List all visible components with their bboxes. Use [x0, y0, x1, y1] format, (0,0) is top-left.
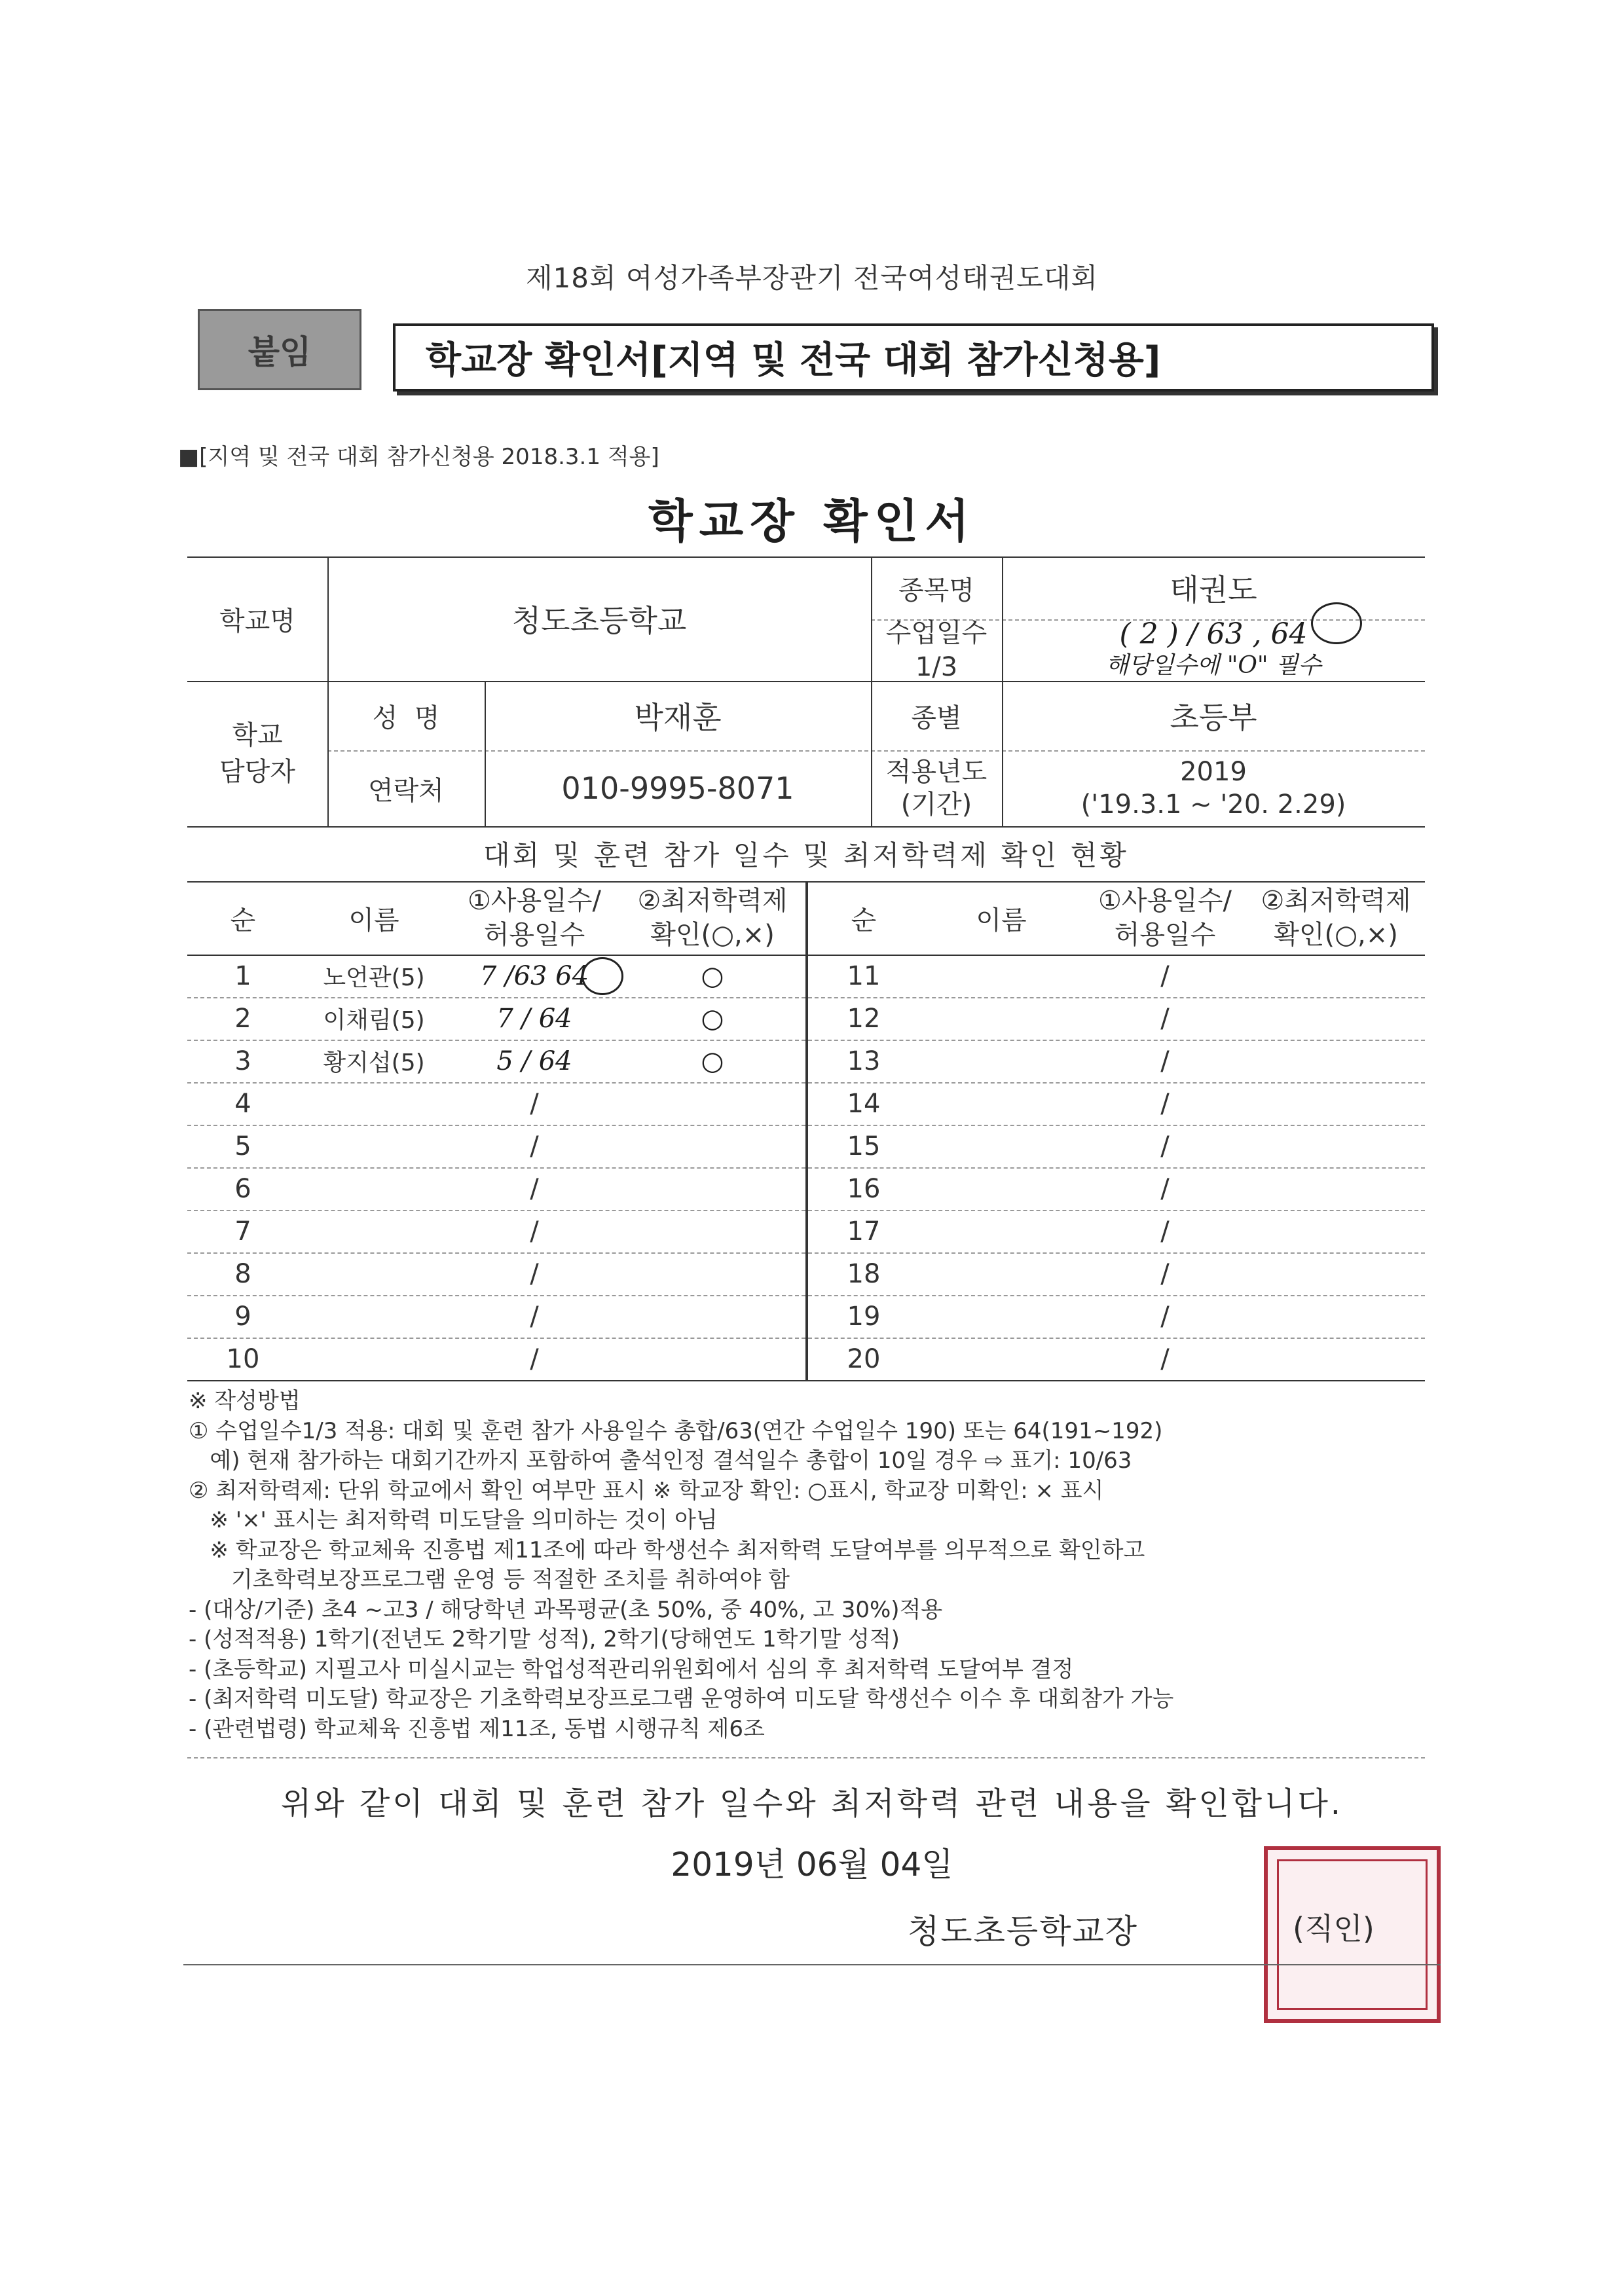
event-label: 종목명 [898, 575, 974, 606]
student-name [299, 1210, 449, 1252]
name-label: 성 명 [372, 702, 440, 733]
min-achievement-check [619, 1338, 805, 1380]
days-used: 7 / 64 [496, 1003, 572, 1034]
days-value [1002, 619, 1425, 681]
row-number: 2 [234, 1003, 251, 1034]
col-used-header-line1: ①사용일수/ [1098, 886, 1232, 916]
principal-signature: 청도초등학교장 [908, 1912, 1139, 1950]
status-title: 대회 및 훈련 참가 일수 및 최저학력제 확인 현황 [483, 839, 1129, 871]
confirmation-statement: 위와 같이 대회 및 훈련 참가 일수와 최저학력 관련 내용을 확인합니다. [280, 1785, 1344, 1822]
instruction-line: ※ '×' 표시는 최저학력 미도달을 의미하는 것이 아님 [189, 1507, 718, 1533]
circle-mark-icon [581, 957, 623, 995]
col-min-header [1247, 881, 1425, 955]
min-achievement-check [619, 1167, 805, 1210]
row-number: 5 [234, 1131, 251, 1161]
days-label-line1: 수업일수 [885, 618, 987, 648]
row-number: 9 [234, 1301, 251, 1332]
days-used: / [1160, 1003, 1170, 1034]
days-used: 5 / 64 [496, 1046, 572, 1076]
days-label-line2: 1/3 [915, 652, 958, 682]
student-name [919, 1210, 1083, 1252]
student-name [919, 1040, 1083, 1082]
min-achievement-check [619, 1125, 805, 1167]
student-name: 이채림(5) [323, 1007, 425, 1034]
col-used-header [449, 881, 619, 955]
year-value [1002, 750, 1425, 826]
manager-label-line2: 담당자 [219, 757, 295, 787]
row-number: 8 [234, 1258, 251, 1289]
student-name [299, 1167, 449, 1210]
student-name [919, 1252, 1083, 1295]
days-used: / [1160, 1258, 1170, 1289]
min-achievement-check [1247, 1167, 1425, 1210]
days-label [871, 619, 1002, 681]
row-number: 10 [226, 1343, 260, 1374]
document-title: 학교장 확인서[지역 및 전국 대회 참가신청용] [426, 339, 1161, 382]
student-name [919, 997, 1083, 1040]
col-no-header: 순 [230, 905, 256, 936]
student-name [919, 1167, 1083, 1210]
days-used: / [530, 1216, 539, 1247]
row-number: 12 [847, 1003, 881, 1034]
days-used: / [1160, 960, 1170, 991]
days-used: 7 /63 64 [479, 960, 589, 991]
col-name-header: 이름 [976, 905, 1027, 936]
contact-value: 010-9995-8071 [561, 771, 794, 806]
row-number: 17 [847, 1216, 881, 1247]
divider [183, 1964, 1441, 1965]
main-title: 학교장 확인서 [648, 494, 976, 548]
col-min-header [619, 881, 805, 955]
days-used: / [1160, 1046, 1170, 1076]
contact-label: 연락처 [368, 775, 444, 806]
application-note: ■[지역 및 전국 대회 참가신청용 2018.3.1 적용] [178, 444, 659, 470]
min-achievement-check [1247, 1125, 1425, 1167]
category-label: 종별 [911, 702, 962, 733]
col-name-header: 이름 [348, 905, 399, 936]
row-number: 15 [847, 1131, 881, 1161]
instruction-line: - (성적적용) 1학기(전년도 2학기말 성적), 2학기(당해연도 1학기말 성적) [189, 1626, 900, 1652]
year-value-text: 2019 [1180, 757, 1247, 787]
min-achievement-check [619, 1252, 805, 1295]
seal-mark: (직인) [1293, 1911, 1375, 1946]
instruction-line: - (최저학력 미도달) 학교장은 기초학력보장프로그램 운영하여 미도달 학생선수 이수 후 대회참가 가능 [189, 1686, 1174, 1712]
instruction-line: ① 수업일수1/3 적용: 대회 및 훈련 참가 사용일수 총합/63(연간 수업일수 190) 또는 64(191~192) [189, 1417, 1163, 1444]
days-note: 해당일수에 "O" 필수 [1105, 652, 1321, 679]
instruction-line: 기초학력보장프로그램 운영 등 적절한 조치를 취하여야 함 [189, 1567, 790, 1593]
days-used: / [1160, 1216, 1170, 1247]
min-achievement-check [1247, 1252, 1425, 1295]
instruction-line: - (관련법령) 학교체육 진흥법 제11조, 동법 시행규칙 제6조 [189, 1715, 765, 1742]
event-title: 제18회 여성가족부장관기 전국여성태권도대회 [525, 262, 1098, 294]
row-number: 13 [847, 1046, 881, 1076]
col-min-header-line1: ②최저학력제 [1261, 886, 1411, 916]
days-used: / [530, 1258, 539, 1289]
divider [187, 1757, 1425, 1758]
school-value: 청도초등학교 [511, 603, 687, 638]
year-period: ('19.3.1 ~ '20. 2.29) [1080, 790, 1346, 820]
min-achievement-check [619, 1210, 805, 1252]
days-value-text: ( 2 ) / 63 , 64 [1119, 617, 1308, 651]
row-number: 18 [847, 1258, 881, 1289]
min-achievement-check [1247, 1295, 1425, 1338]
manager-label-line1: 학교 [232, 720, 283, 750]
row-number: 20 [847, 1343, 881, 1374]
instruction-line: ② 최저학력제: 단위 학교에서 확인 여부만 표시 ※ 학교장 확인: ○표시, 학교장 미확인: × 표시 [189, 1477, 1104, 1504]
col-min-header-line1: ②최저학력제 [637, 886, 788, 916]
row-number: 14 [847, 1088, 881, 1119]
event-value: 태권도 [1170, 572, 1257, 608]
col-used-header-line2: 허용일수 [1114, 920, 1216, 950]
col-used-header-line2: 허용일수 [483, 920, 585, 950]
row-number: 1 [234, 960, 251, 991]
attachment-badge: 붙임 [198, 309, 361, 390]
student-name [919, 955, 1083, 997]
min-achievement-check [1247, 997, 1425, 1040]
year-label-line1: 적용년도 [885, 757, 987, 787]
min-achievement-check [1247, 1210, 1425, 1252]
student-name: 노언관(5) [323, 964, 425, 991]
instruction-line: - (초등학교) 지필고사 미실시교는 학업성적관리위원회에서 심의 후 최저학력 도달여부 결정 [189, 1656, 1074, 1683]
student-name [919, 1082, 1083, 1125]
issue-date: 2019년 06월 04일 [671, 1846, 953, 1884]
row-number: 6 [234, 1173, 251, 1204]
min-achievement-check: ○ [701, 1003, 724, 1034]
year-label [871, 750, 1002, 826]
min-achievement-check: ○ [701, 960, 724, 991]
row-number: 3 [234, 1046, 251, 1076]
student-name [919, 1295, 1083, 1338]
circle-mark-icon [1311, 602, 1362, 644]
days-used: / [530, 1301, 539, 1332]
student-name [299, 1295, 449, 1338]
student-name [299, 1082, 449, 1125]
row-number: 7 [234, 1216, 251, 1247]
row-number: 19 [847, 1301, 881, 1332]
days-used: / [1160, 1343, 1170, 1374]
document-title-box [393, 323, 1434, 392]
instruction-line: ※ 학교장은 학교체육 진흥법 제11조에 따라 학생선수 최저학력 도달여부를 의무적으로 확인하고 [189, 1537, 1145, 1563]
min-achievement-check [619, 1295, 805, 1338]
days-used: / [530, 1131, 539, 1161]
min-achievement-check [619, 1082, 805, 1125]
student-name [299, 1338, 449, 1380]
name-value: 박재훈 [634, 700, 722, 735]
instruction-line: - (대상/기준) 초4 ~고3 / 해당학년 과목평균(초 50%, 중 40%, 고 30%)적용 [189, 1596, 943, 1623]
manager-label [187, 681, 327, 826]
row-number: 11 [847, 960, 881, 991]
student-name [299, 1125, 449, 1167]
days-used: / [1160, 1088, 1170, 1119]
col-no-header: 순 [851, 905, 877, 936]
school-label: 학교명 [219, 606, 295, 636]
days-used: / [1160, 1301, 1170, 1332]
min-achievement-check [1247, 1082, 1425, 1125]
col-used-header-line1: ①사용일수/ [468, 886, 601, 916]
days-used: / [530, 1173, 539, 1204]
col-min-header-line2: 확인(○,×) [650, 920, 775, 950]
student-name [299, 1252, 449, 1295]
days-used: / [530, 1343, 539, 1374]
divider [187, 1380, 1425, 1381]
min-achievement-check: ○ [701, 1046, 724, 1076]
row-number: 16 [847, 1173, 881, 1204]
col-used-header [1083, 881, 1247, 955]
student-name: 황지섭(5) [323, 1049, 425, 1076]
days-used: / [1160, 1131, 1170, 1161]
student-name [919, 1338, 1083, 1380]
days-used: / [1160, 1173, 1170, 1204]
min-achievement-check [1247, 955, 1425, 997]
student-name [919, 1125, 1083, 1167]
instruction-line: ※ 작성방법 [189, 1388, 301, 1414]
row-number: 4 [234, 1088, 251, 1119]
min-achievement-check [1247, 1040, 1425, 1082]
category-value: 초등부 [1170, 700, 1257, 735]
year-label-line2: (기간) [900, 790, 972, 820]
min-achievement-check [1247, 1338, 1425, 1380]
col-min-header-line2: 확인(○,×) [1274, 920, 1398, 950]
instruction-line: 예) 현재 참가하는 대회기간까지 포함하여 출석인정 결석일수 총합이 10일 경우 ⇨ 표기: 10/63 [189, 1448, 1132, 1474]
days-used: / [530, 1088, 539, 1119]
